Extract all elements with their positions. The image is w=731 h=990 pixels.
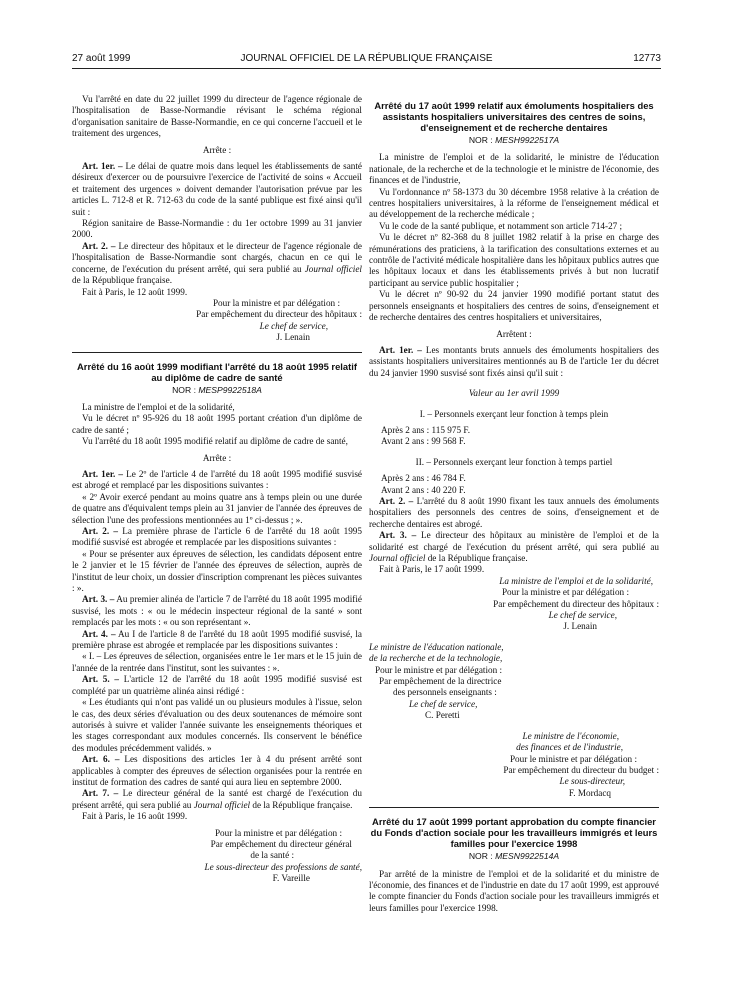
article-4: Art. 4. – Au I de l'article 8 de l'arrêté du 18 août 1995 modifié susvisé, la première phrase est abrogée et remplacée par les dispositions suivantes : xyxy=(72,628,363,651)
decree-title: Arrêté du 16 août 1999 modifiant l'arrêté du 18 août 1995 relatif au diplôme de cadre de santé xyxy=(77,360,357,383)
article-1: Art. 1er. – Les montants bruts annuels des émoluments hospitaliers des assistants hospitaliers universitaires mentionnés au B de l'article 1er du décret du 24 janvier 1990 susvisé sont fixés ainsi qu'il suit : xyxy=(369,344,659,378)
paragraph: La ministre de l'emploi et de la solidarité, xyxy=(82,401,235,412)
article-7: Art. 7. – Le directeur général de la santé est chargé de l'exécution du présent arrêté, qui sera publié au Journal officiel de la République française. xyxy=(72,788,362,810)
left-column xyxy=(72,94,362,885)
signature-line: de la santé : xyxy=(250,850,294,861)
signature-name: F. Vareille xyxy=(272,873,310,884)
section-part-time: II. – Personnels exerçant leur fonction à temps partiel xyxy=(415,456,613,467)
signature-name: F. Mordacq xyxy=(568,787,611,798)
signature-line: Pour le ministre et par délégation : xyxy=(509,753,637,764)
signature-line: Par empêchement de la directrice xyxy=(379,676,502,687)
article-2: Art. 2. – La première phrase de l'article 6 de l'arrêté du 18 août 1995 modifié susvisé est abrogée et remplacée par les dispositions suivantes : xyxy=(72,526,362,548)
signature-line: Pour la ministre et par délégation : xyxy=(214,827,342,838)
paragraph: Vu l'ordonnance nº 58-1373 du 30 décembre 1958 relative à la création de centres hospitaliers universitaires, à la réforme de l'enseignement médical et au développement de la recherche médicale ; xyxy=(369,186,659,220)
signature-name: C. Peretti xyxy=(425,710,460,721)
region-paragraph: Région sanitaire de Basse-Normandie : du 1er octobre 1999 au 31 janvier 2000. xyxy=(72,218,362,240)
fait-date-1: Fait à Paris, le 12 août 1999. xyxy=(82,286,188,297)
signature-line: Par empêchement du directeur des hôpitaux : xyxy=(196,309,362,320)
signature-line: Le chef de service, xyxy=(548,610,617,621)
signature-line: Pour le ministre et par délégation : xyxy=(375,664,503,675)
right-column xyxy=(369,100,659,914)
article-5: Art. 5. – L'article 12 de l'arrêté du 18 août 1995 modifié susvisé est complété par un quatrième alinéa ainsi rédigé : xyxy=(72,674,362,696)
page-header xyxy=(72,53,661,67)
paragraph: Vu le décret nº 95-926 du 18 août 1995 portant création d'un diplôme de cadre de santé ; xyxy=(72,413,362,435)
quote: « Pour se présenter aux épreuves de sélection, les candidats déposent entre le 2 janvier et le 15 février de l'année des épreuves de sélection, auprès de l'institut de leur choix, un dossier d'inscription comprenant les pièces suivantes : ». xyxy=(72,548,362,594)
article-1: Art. 1er. – Le 2º de l'article 4 de l'arrêté du 18 août 1995 modifié susvisé est abrogé et remplacé par les dispositions suivantes : xyxy=(72,468,362,491)
header-date: 27 août 1999 xyxy=(72,53,131,64)
arrete-heading: Arrête : xyxy=(202,144,232,155)
signature-line: des finances et de l'industrie, xyxy=(516,742,623,753)
article-2: Art. 2. – L'arrêté du 8 août 1990 fixant les taux annuels des émoluments hospitaliers des personnels des centres de soins, d'enseignement et de recherche dentaires est abrogé. xyxy=(369,495,659,529)
paragraph: Vu le décret nº 90-92 du 24 janvier 1990 modifié portant statut des personnels enseignants et hospitaliers des centres de soins, d'enseignement et de recherche dentaires des centres hospitaliers et universitaires, xyxy=(369,289,659,323)
signature-line: Par empêchement du directeur général xyxy=(210,838,352,849)
signature-name: J. Lenain xyxy=(276,332,310,343)
amount-line: Après 2 ans : 115 975 F. xyxy=(381,424,471,435)
signature-line: des personnels enseignants : xyxy=(393,687,497,698)
signature-line: La ministre de l'emploi et de la solidarité, xyxy=(499,575,653,586)
section-divider xyxy=(369,807,659,808)
paragraph: Par arrêté de la ministre de l'emploi et de la solidarité et du ministre de l'économie, des finances et de l'industrie en date du 17 août 1999, est approuvé le compte financier du Fonds d'action sociale pour les travailleurs immigrés et leurs familles pour l'exercice 1998. xyxy=(369,868,659,913)
quote: « Les étudiants qui n'ont pas validé un ou plusieurs modules à l'issue, selon le cas, des deux séries d'évaluation ou des deux soutenances de mémoire sont autorisés à suivre et valider l'année suivante les enseignements théoriques et les stages correspondant aux modules concernés. Ils conservent le bénéfice des modules précédemment validés. » xyxy=(72,697,362,753)
valeur-heading: Valeur au 1er avril 1999 xyxy=(468,388,560,399)
decree-title: Arrêté du 17 août 1999 relatif aux émoluments hospitaliers des assistants hospitaliers universitaires des centres de soins, d'enseignement et de recherche dentaires xyxy=(374,100,654,133)
header-page-number: 12773 xyxy=(633,53,661,64)
signature-line: Le ministre de l'économie, xyxy=(522,730,619,741)
article-6: Art. 6. – Les dispositions des articles 1er à 4 du présent arrêté sont applicables à compter des épreuves de sélection organisées pour la rentrée en institut de formation des cadres de santé qui aura lieu en septembre 2000. xyxy=(72,754,362,787)
signature-line: Le sous-directeur des professions de santé, xyxy=(204,861,362,872)
signature-line: Pour la ministre et par délégation : xyxy=(501,587,629,598)
quote: « 2º Avoir exercé pendant au moins quatre ans à temps plein ou une durée de quatre ans d'équivalent temps plein au 31 janvier de l'année des épreuves de sélection l'une des professions mentionnées au 1º ci-dessus ; ». xyxy=(72,491,362,525)
arrete-heading: Arrête : xyxy=(202,452,232,463)
article-1: Art. 1er. – Le délai de quatre mois dans lequel les établissements de santé désireux d'exercer ou de poursuivre l'exercice de l'activité de soins « Accueil et traitement des urgences » doivent demander l'autorisation prévue par les articles L. 712-8 et R. 712-63 du code de la santé publique est fixé ainsi qu'il suit : xyxy=(72,161,362,217)
decree-title: Arrêté du 17 août 1999 portant approbation du compte financier du Fonds d'action sociale pour les travailleurs immigrés et leurs familles pour l'exercice 1998 xyxy=(370,816,658,850)
intro-paragraph: Vu l'arrêté en date du 22 juillet 1999 du directeur de l'agence régionale de l'hospitalisation de Basse-Normandie révisant le schéma régional d'organisation sanitaire de Basse-Normandie, en ce qui concerne l'accueil et le traitement des urgences, xyxy=(72,94,362,139)
quote: « I. – Les épreuves de sélection, organisées entre le 1er mars et le 15 juin de l'année de la rentrée dans l'institut, sont les suivantes : ». xyxy=(72,651,362,673)
paragraph: Vu le décret nº 82-368 du 8 juillet 1982 relatif à la prise en charge des rémunérations des praticiens, à la tarification des consultations externes et au contrôle de l'activité médicale hospitalière dans les hôpitaux publics autres que les hôpitaux locaux et dans les établissements privés à but non lucratif participant au service public hospitalier ; xyxy=(369,232,659,288)
header-journal-title: JOURNAL OFFICIEL DE LA RÉPUBLIQUE FRANÇAISE xyxy=(240,53,493,64)
arretent-heading: Arrêtent : xyxy=(496,328,532,339)
nor-reference: NOR : MESP9922518A xyxy=(172,384,262,395)
header-rule xyxy=(72,68,661,69)
article-2: Art. 2. – Le directeur des hôpitaux et le directeur de l'agence régionale de l'hospitalisation de Basse-Normandie sont chargés, chacun en ce qui le concerne, de l'exécution du présent arrêté, qui sera publié au Journal officiel de la République française. xyxy=(72,240,362,286)
signature-line: Le chef de service, xyxy=(409,698,478,709)
paragraph: Vu l'arrêté du 18 août 1995 modifié relatif au diplôme de cadre de santé, xyxy=(82,436,348,447)
article-3: Art. 3. – Au premier alinéa de l'article 7 de l'arrêté du 18 août 1995 modifié susvisé, les mots : « ou le médecin inspecteur régional de la santé » sont remplacés par les mots : « ou son représentant ». xyxy=(72,594,362,628)
fait-date-2: Fait à Paris, le 16 août 1999. xyxy=(82,811,188,822)
amount-line: Avant 2 ans : 40 220 F. xyxy=(381,484,466,495)
signature-name: J. Lenain xyxy=(563,621,597,632)
amount-line: Avant 2 ans : 99 568 F. xyxy=(381,436,466,447)
amount-line: Après 2 ans : 46 784 F. xyxy=(381,473,466,484)
nor-reference: NOR : MESH9922517A xyxy=(468,135,560,145)
nor-reference: NOR : MESN9922514A xyxy=(468,851,560,862)
signature-line: Par empêchement du directeur des hôpitaux : xyxy=(493,598,659,609)
section-full-time: I. – Personnels exerçant leur fonction à temps plein xyxy=(419,408,609,419)
section-divider xyxy=(72,352,362,353)
paragraph: Vu le code de la santé publique, et notamment son article 714-27 ; xyxy=(379,220,623,231)
article-3: Art. 3. – Le directeur des hôpitaux au ministère de l'emploi et de la solidarité est chargé de l'exécution du présent arrêté, qui sera publié au Journal officiel de la République française. xyxy=(369,530,659,563)
signature-line: Par empêchement du directeur du budget : xyxy=(503,764,659,775)
signature-line: Le ministre de l'éducation nationale, xyxy=(369,641,504,652)
signature-line: de la recherche et de la technologie, xyxy=(369,653,503,664)
signature-line: Le chef de service, xyxy=(259,320,328,331)
paragraph: La ministre de l'emploi et de la solidarité, le ministre de l'éducation nationale, de la recherche et de la technologie et le ministre de l'économie, des finances et de l'industrie, xyxy=(369,152,659,186)
signature-line: Le sous-directeur, xyxy=(559,776,625,787)
fait-date: Fait à Paris, le 17 août 1999. xyxy=(379,564,485,575)
signature-line: Pour la ministre et par délégation : xyxy=(212,297,340,308)
